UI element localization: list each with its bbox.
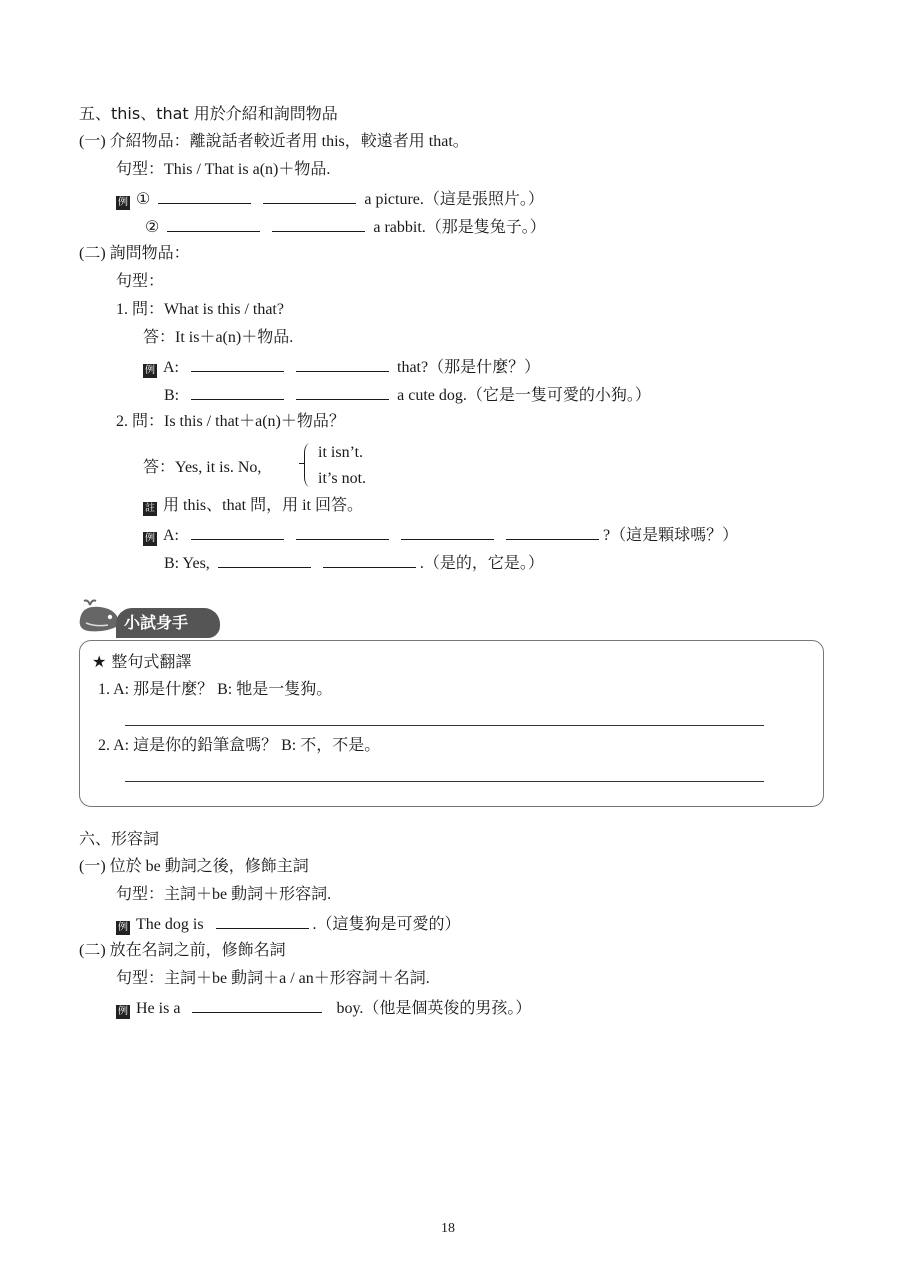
question-2: 2. 問：Is this / that＋a(n)＋物品？ xyxy=(116,413,345,430)
answer-blank[interactable] xyxy=(158,188,251,204)
example-text: ?（這是顆球嗎？） xyxy=(603,527,739,544)
example-row xyxy=(143,524,738,546)
practice-item: 2. A: 這是你的鉛筆盒嗎？ B: 不，不是。 xyxy=(98,737,381,754)
answer-2: 答：Yes, it is. No, xyxy=(143,459,262,476)
example-text: a rabbit.（那是隻兔子。） xyxy=(373,219,546,236)
answer-blank[interactable] xyxy=(296,524,389,540)
answer-option: it isn’t. xyxy=(318,444,364,461)
sentence-pattern: 句型：This / That is a(n)＋物品. xyxy=(116,161,331,178)
speaker-label: A: xyxy=(163,527,179,544)
example-number: ① xyxy=(136,191,151,208)
answer-blank[interactable] xyxy=(191,356,284,372)
practice-tab: 小試身手 xyxy=(116,608,220,638)
answer-blank[interactable] xyxy=(272,216,365,232)
example-number: ② xyxy=(145,219,160,236)
speaker-label: A: xyxy=(163,359,179,376)
answer-blank[interactable] xyxy=(192,997,322,1013)
answer-blank[interactable] xyxy=(167,216,260,232)
example-text: a picture.（這是張照片。） xyxy=(364,191,544,208)
note-badge: 註 xyxy=(145,503,155,514)
example-badge: 例 xyxy=(118,197,128,208)
example-row xyxy=(143,356,540,378)
example-badge: 例 xyxy=(145,365,155,376)
example-text: boy.（他是個英俊的男孩。） xyxy=(336,1000,532,1017)
sentence-pattern: 句型：主詞＋be 動詞＋a / an＋形容詞＋名詞. xyxy=(116,970,430,987)
answer-blank[interactable] xyxy=(216,913,309,929)
answer-1: 答：It is＋a(n)＋物品. xyxy=(143,329,294,346)
question-1: 1. 問：What is this / that? xyxy=(116,301,284,318)
answer-blank[interactable] xyxy=(263,188,356,204)
example-row xyxy=(164,384,651,406)
example-badge: 例 xyxy=(118,1006,128,1017)
example-text: The dog is xyxy=(136,916,204,933)
example-badge: 例 xyxy=(118,922,128,933)
example-badge: 例 xyxy=(145,533,155,544)
section-title: 六、形容詞 xyxy=(79,829,160,848)
speaker-label: B: Yes, xyxy=(164,555,210,572)
example-text: .（是的，它是。） xyxy=(419,555,544,572)
practice-item: 1. A: 那是什麼？ B: 牠是一隻狗。 xyxy=(98,681,333,698)
practice-heading: ★ 整句式翻譯 xyxy=(92,652,192,671)
answer-line[interactable] xyxy=(125,725,764,726)
subsection-heading: (二) 放在名詞之前，修飾名詞 xyxy=(79,942,286,959)
speaker-label: B: xyxy=(164,387,180,404)
example-row xyxy=(116,913,461,935)
answer-option: it’s not. xyxy=(318,470,367,487)
answer-line[interactable] xyxy=(125,781,764,782)
page-number: 18 xyxy=(441,1221,455,1236)
note-row xyxy=(143,496,363,516)
subsection-heading: (一) 介紹物品：離說話者較近者用 this，較遠者用 that。 xyxy=(79,133,469,150)
example-text: He is a xyxy=(136,1000,181,1017)
example-text: .（這隻狗是可愛的） xyxy=(312,916,461,933)
example-row xyxy=(145,216,546,238)
section-title: 五、this、that 用於介紹和詢問物品 xyxy=(79,104,338,123)
note-text: 用 this、that 問，用 it 回答。 xyxy=(163,497,364,514)
example-row xyxy=(164,552,544,574)
example-row xyxy=(116,997,531,1019)
answer-blank[interactable] xyxy=(191,524,284,540)
answer-blank[interactable] xyxy=(506,524,599,540)
example-text: a cute dog.（它是一隻可愛的小狗。） xyxy=(397,387,651,404)
answer-blank[interactable] xyxy=(296,384,389,400)
example-row xyxy=(116,188,544,210)
curly-brace xyxy=(304,443,313,487)
answer-blank[interactable] xyxy=(218,552,311,568)
sentence-pattern: 句型： xyxy=(116,273,165,290)
sentence-pattern: 句型：主詞＋be 動詞＋形容詞. xyxy=(116,886,332,903)
subsection-heading: (一) 位於 be 動詞之後，修飾主詞 xyxy=(79,858,309,875)
subsection-heading: (二) 詢問物品： xyxy=(79,245,190,262)
answer-blank[interactable] xyxy=(323,552,416,568)
answer-blank[interactable] xyxy=(401,524,494,540)
answer-blank[interactable] xyxy=(296,356,389,372)
example-text: that?（那是什麼？） xyxy=(397,359,541,376)
answer-blank[interactable] xyxy=(191,384,284,400)
